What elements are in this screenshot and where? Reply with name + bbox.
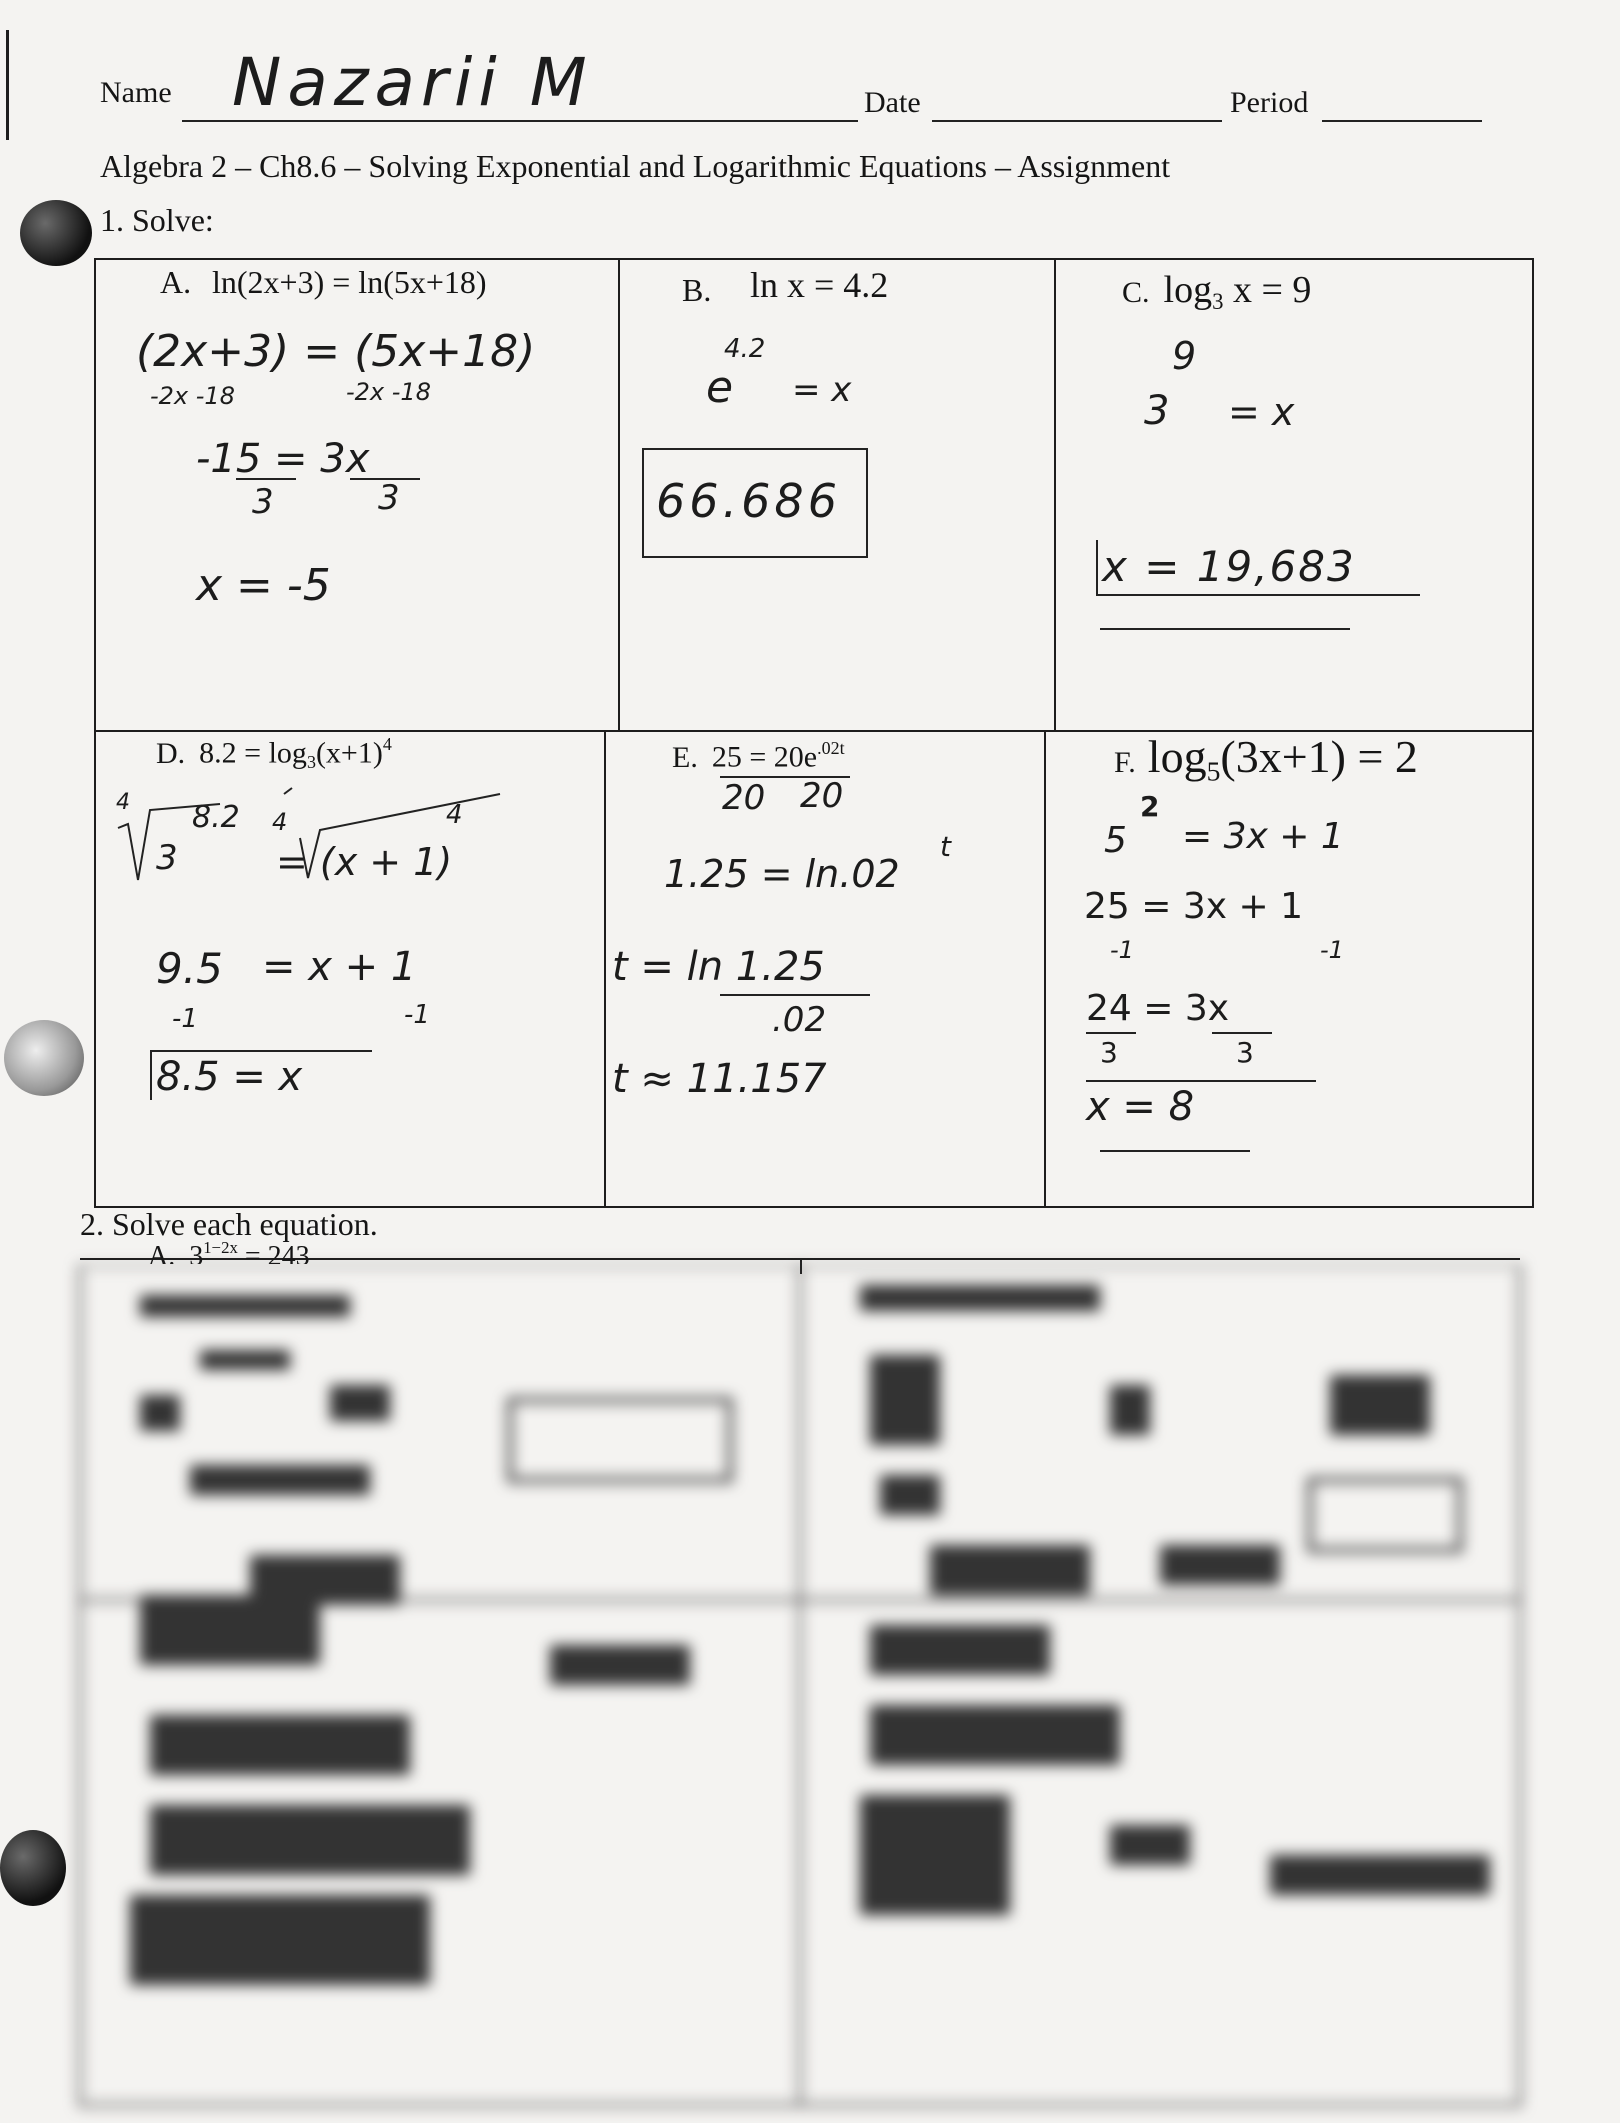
problem-b-answer: 66.686 <box>656 474 841 528</box>
problem-d-answer: 8.5 = x <box>156 1054 303 1100</box>
problem-f-step3: 24 = 3x <box>1086 988 1230 1029</box>
problem-f-equation: F. $\log_5(3x+1) = 2$ <box>1114 731 1418 787</box>
problem-e-label: E. <box>672 740 698 774</box>
problem-a-step2b: -2x -18 <box>346 378 431 406</box>
problem-b-label: B. <box>682 272 712 308</box>
problem-e-step2-exponent: t <box>940 830 951 863</box>
problem-a-answer: x = -5 <box>196 560 331 611</box>
punch-hole-middle <box>4 1020 84 1096</box>
problem-f-bar-left <box>1086 1032 1136 1034</box>
problem-a-fraction-bar-left <box>236 478 296 480</box>
problem-f-base: 5 <box>1104 820 1127 861</box>
punch-hole-top <box>20 200 92 266</box>
problem-d-label: D. <box>156 736 186 770</box>
problem-a-label: A. <box>160 264 192 300</box>
problem-d-base-3: 3 <box>156 838 178 878</box>
problem-a-step1: (2x+3) = (5x+18) <box>136 326 536 377</box>
section1-label: 1. Solve: <box>100 202 214 238</box>
problem-c-equals-x: = x <box>1228 390 1295 434</box>
problem-b-equation: ln x = 4.2 <box>750 265 889 305</box>
problem-f-exponent: 2 <box>1140 790 1160 823</box>
problem-d-radical-marks <box>110 780 530 900</box>
problem-f-step2-minus-right: -1 <box>1320 936 1344 964</box>
date-label: Date <box>864 86 921 119</box>
problem-d-root-index-left: 4 <box>116 790 130 815</box>
page-edge-mark <box>6 30 9 140</box>
problem-c-answer-underline <box>1100 628 1350 630</box>
problem-e-divide-right: 20 <box>800 776 844 816</box>
problem-d-step2-left: 9.5 <box>156 944 223 993</box>
problem-a-step2a: -2x -18 <box>150 382 235 410</box>
problem-e-answer: t ≈ 11.157 <box>612 1056 827 1102</box>
problem-a-equation: ln(2x+3) = ln(5x+18) <box>212 264 487 300</box>
problem-f-answer: x = 8 <box>1086 1084 1195 1130</box>
problem-a-denom-left: 3 <box>252 482 274 522</box>
grid-col-divider-4 <box>1044 730 1046 1206</box>
section2-label: 2. Solve each equation. <box>80 1206 378 1242</box>
problem-e-fraction-bar <box>720 776 850 778</box>
problem-d-rhs: = (x + 1) <box>276 840 453 884</box>
problem-e-divide-left: 20 <box>722 778 766 818</box>
problem-e-step3: t = ln 1.25 <box>612 944 825 990</box>
student-name: Nazarii M <box>232 44 593 121</box>
name-label: Name <box>100 76 172 109</box>
problem-f-answer-underline <box>1100 1150 1250 1152</box>
problem-b-base: e <box>706 362 734 413</box>
problem-d-equation: D. $8.2 = \log_3(x+1)^4$ <box>156 734 392 772</box>
problem-a-step3: -15 = 3x <box>196 436 370 482</box>
period-label: Period <box>1230 86 1309 119</box>
problem-f-bar-right <box>1212 1032 1272 1034</box>
grid-col-divider-3 <box>604 730 606 1206</box>
problem-d-root-index-right: 4 <box>272 808 288 836</box>
problem-f-label: F. <box>1114 746 1136 779</box>
problem-e-step3-denominator: .02 <box>772 1000 827 1040</box>
problem-d-rhs-exponent: 4 <box>446 800 463 830</box>
problem-c-label: C. <box>1122 276 1150 309</box>
problem-f-divider <box>1086 1080 1316 1082</box>
problem-b-exponent: 4.2 <box>724 334 766 364</box>
problem-f-step2-minus-left: -1 <box>1110 936 1134 964</box>
problem-e-equation: E. $25 = 20e^{.02t}$ <box>672 738 845 774</box>
problem-c-equation: C. $\log_3 x = 9$ <box>1122 269 1312 314</box>
problem-a-denom-right: 3 <box>378 478 400 518</box>
problem-d-minus1-right: -1 <box>404 1000 430 1030</box>
date-underline <box>932 120 1222 122</box>
problem-e-step3-bar <box>720 994 870 996</box>
period-underline <box>1322 120 1482 122</box>
problem-d-minus1-left: -1 <box>172 1004 198 1034</box>
problem-c-answer: x = 19,683 <box>1102 542 1356 591</box>
problem-f-denom-right: 3 <box>1236 1036 1254 1069</box>
problem-d-step2-right: = x + 1 <box>262 944 417 990</box>
problem-f-step1-rhs: = 3x + 1 <box>1182 816 1344 857</box>
problem-b-equals-x: = x <box>792 370 852 410</box>
problem-e-step2: 1.25 = ln.02 <box>664 852 900 896</box>
problem-d-exponent-82: 8.2 <box>192 800 240 835</box>
blurred-section2-work <box>0 1265 1620 2123</box>
problem-f-step2: 25 = 3x + 1 <box>1084 886 1304 927</box>
grid-col-divider-2 <box>1054 258 1056 732</box>
problem-c-exponent: 9 <box>1172 334 1197 378</box>
grid-col-divider-1 <box>618 258 620 732</box>
problem-f-denom-left: 3 <box>1100 1036 1118 1069</box>
problem-c-base: 3 <box>1144 388 1170 434</box>
page-title: Algebra 2 – Ch8.6 – Solving Exponential and Logarithmic Equations – Assignment <box>100 148 1171 184</box>
section2-problem-a: A. $3^{1-2x} = 243$ <box>148 1238 310 1264</box>
